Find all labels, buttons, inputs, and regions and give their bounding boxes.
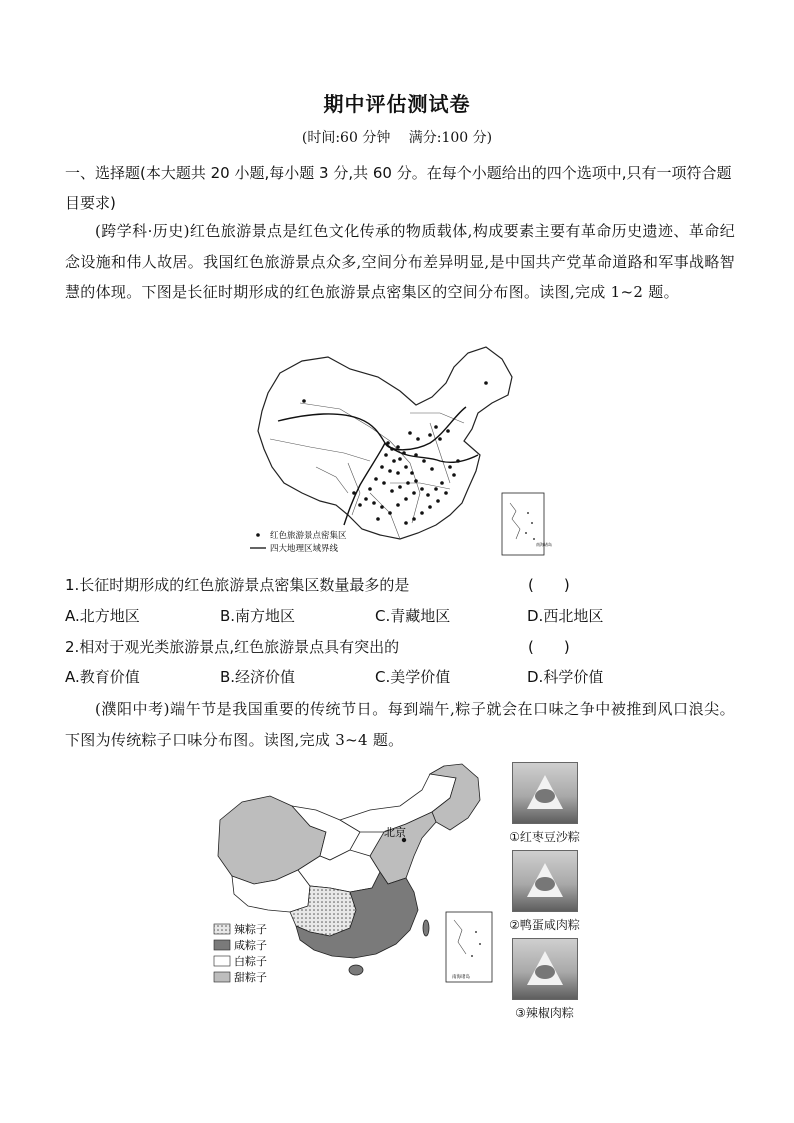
inset-label: 南海诸岛	[536, 542, 552, 547]
question-1-stem: 1.长征时期形成的红色旅游景点密集区数量最多的是	[65, 576, 410, 594]
zongzi-image-3	[512, 938, 578, 1000]
legend-dots-label: 红色旅游景点密集区	[270, 531, 347, 541]
map2-legend	[214, 922, 267, 984]
south-china-sea-inset	[502, 493, 552, 555]
zongzi-photo-1	[502, 762, 587, 845]
passage-1: (跨学科·历史)红色旅游景点是红色文化传承的物质载体,构成要素主要有革命历史遗迹、革命纪念设施和伟人故居。我国红色旅游景点众多,空间分布差异明显,是中国共产党革命道路和军事战略智慧的体现。下图是长征时期形成的红色旅游景点密集区的空间分布图。读图,完成 1~2 题。	[65, 222, 735, 301]
zongzi-caption-2: ②鸭蛋咸肉粽	[509, 918, 580, 932]
zongzi-image-2	[512, 850, 578, 912]
zongzi-image-1	[512, 762, 578, 824]
legend-line-label: 四大地理区域界线	[270, 544, 339, 554]
zongzi-caption-1: ①红枣豆沙粽	[509, 830, 580, 844]
q2-option-a: A.教育价值	[65, 668, 140, 686]
map1-legend	[250, 530, 347, 554]
q2-option-b: B.经济价值	[220, 668, 296, 686]
passage-2: (濮阳中考)端午节是我国重要的传统节日。每到端午,粽子就会在口味之争中被推到风口浪尖。下图为传统粽子口味分布图。读图,完成 3~4 题。	[65, 700, 735, 749]
legend-sweet: 甜粽子	[234, 971, 267, 984]
question-2-stem: 2.相对于观光类旅游景点,红色旅游景点具有突出的	[65, 638, 400, 656]
zongzi-photo-3	[502, 938, 587, 1021]
legend-spicy: 辣粽子	[234, 923, 267, 936]
legend-salty: 咸粽子	[234, 939, 267, 952]
legend-plain: 白粽子	[234, 955, 267, 968]
q1-option-c: C.青藏地区	[375, 607, 451, 625]
exam-subtitle: (时间:60 分钟 满分:100 分)	[301, 130, 493, 146]
q2-option-c: C.美学价值	[375, 668, 451, 686]
question-2	[65, 636, 735, 658]
hainan-island	[349, 965, 363, 975]
question-1	[65, 574, 735, 596]
inset-label-2: 南海诸岛	[452, 975, 470, 980]
q1-option-a: A.北方地区	[65, 607, 140, 625]
section-heading: 一、选择题(本大题共 20 小题,每小题 3 分,共 60 分。在每个小题给出的四个选项中,只有一项符合题目要求)	[65, 164, 732, 212]
question-2-answer-blank: ( )	[528, 638, 570, 656]
zongzi-flavor-map	[200, 760, 500, 990]
q1-option-d: D.西北地区	[527, 607, 604, 625]
south-china-sea-inset-2	[446, 912, 492, 982]
taiwan-island	[423, 920, 429, 936]
q1-option-b: B.南方地区	[220, 607, 296, 625]
question-1-answer-blank: ( )	[528, 576, 570, 594]
q2-option-d: D.科学价值	[527, 668, 604, 686]
zongzi-caption-3: ③辣椒肉粽	[515, 1006, 574, 1020]
exam-title: 期中评估测试卷	[323, 92, 471, 116]
beijing-label: 北京	[384, 826, 406, 839]
zongzi-photo-2	[502, 850, 587, 933]
red-tourism-map	[240, 343, 552, 560]
